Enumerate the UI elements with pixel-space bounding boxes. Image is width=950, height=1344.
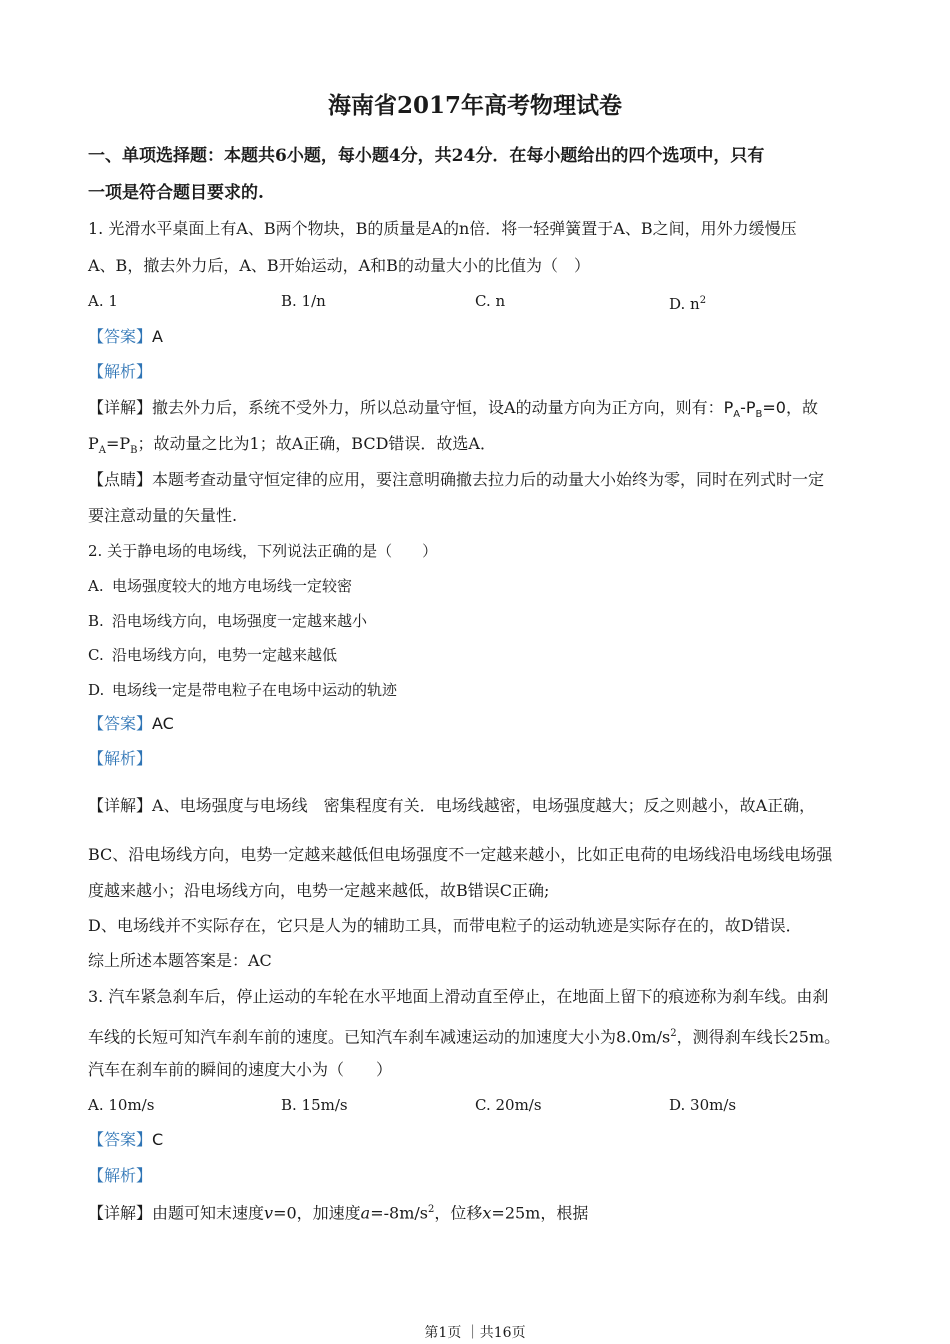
- q3-stem-line-3: 汽车在刹车前的瞬间的速度大小为（ ）: [88, 1060, 393, 1079]
- q1-comment-text-1: 本题考查动量守恒定律的应用，要注意明确撤去拉力后的动量大小始终为零，同时在列式时一定: [152, 470, 825, 489]
- q2-detail-line-4: D、电场线并不实际存在，它只是人为的辅助工具，而带电粒子的运动轨迹是实际存在的，故D错误．: [88, 916, 802, 935]
- q1-detail-line-1: [88, 398, 818, 425]
- detail-tag: 【详解】: [88, 796, 153, 815]
- q1-formula-2-pa: P: [88, 434, 99, 453]
- q1-detail-text-2: ；故动量之比为1；故A正确，BCD错误．故选A．: [137, 434, 496, 453]
- q3-detail-e: =25m，根据: [491, 1203, 589, 1223]
- q2-detail-line-3: 度越来越小；沿电场线方向，电势一定越来越低，故B错误C正确;: [88, 881, 550, 900]
- q3-stem-sup: 2: [670, 1028, 677, 1039]
- q2-summary: 综上所述本题答案是：AC: [88, 951, 272, 970]
- q1-option-d-text: D. n: [669, 295, 700, 313]
- q3-detail-sup: 2: [427, 1204, 435, 1215]
- q2-option-a-text: 电场强度较大的地方电场线一定较密: [112, 577, 353, 595]
- q1-formula-1-pa-sub: A: [733, 409, 741, 421]
- q1-formula-1-pb: -P: [740, 398, 756, 417]
- q3-detail-d: ，位移: [434, 1203, 483, 1223]
- q2-detail-line-1: [88, 796, 815, 816]
- q1-option-b: B. 1/n: [281, 292, 326, 310]
- q1-formula-1: [723, 398, 818, 421]
- q3-detail-acc: a: [360, 1203, 371, 1223]
- q2-option-c-letter: C.: [88, 646, 104, 664]
- q3-detail-line-1: [88, 1200, 588, 1223]
- q3-stem-text-2a: 车线的长短可知汽车刹车前的速度。已知汽车刹车减速运动的加速度大小为8.0m/s: [88, 1027, 671, 1047]
- q2-option-d: [88, 680, 397, 700]
- q2-option-a-letter: A.: [88, 577, 104, 595]
- q3-analysis-tag: 【解析】: [88, 1166, 153, 1185]
- q3-stem-line-2: [88, 1024, 840, 1047]
- q3-detail-x: x: [482, 1203, 492, 1223]
- q1-option-d: [669, 291, 706, 314]
- q1-answer-value: A: [152, 327, 163, 346]
- q3-detail-c: =-8m/s: [370, 1203, 428, 1223]
- page-title: 海南省2017年高考物理试卷: [327, 92, 622, 119]
- q2-option-b: [88, 611, 367, 631]
- q1-option-c: C. n: [475, 292, 506, 310]
- q1-stem-line-1: 1. 光滑水平桌面上有A、B两个物块，B的质量是A的n倍．将一轻弹簧置于A、B之间，用外力缓慢压: [88, 219, 797, 238]
- q2-option-b-text: 沿电场线方向，电场强度一定越来越小: [112, 612, 368, 630]
- q2-option-c-text: 沿电场线方向，电势一定越来越低: [112, 646, 338, 664]
- q1-detail-line-2: [88, 434, 496, 461]
- q2-detail-text-1: A、电场强度与电场线 密集程度有关．电场线越密，电场强度越大；反之则越小，故A正确，: [152, 796, 816, 815]
- section-heading-line-2: 一项是符合题目要求的.: [88, 183, 264, 203]
- detail-tag: 【详解】: [88, 398, 153, 417]
- q1-answer: [88, 327, 163, 347]
- q2-option-c: [88, 645, 337, 665]
- q1-formula-1-pb-sub: B: [755, 409, 763, 421]
- q1-stem-line-2: A、B，撤去外力后，A、B开始运动，A和B的动量大小的比值为（ ）: [88, 256, 590, 275]
- page-footer: 第1页 ｜共16页: [424, 1325, 526, 1341]
- q1-option-d-sup: 2: [699, 295, 707, 306]
- comment-tag: 【点睛】: [88, 470, 153, 489]
- answer-tag: 【答案】: [88, 327, 153, 346]
- q3-detail-b: =0，加速度: [273, 1203, 361, 1223]
- q3-option-b: B. 15m/s: [281, 1096, 348, 1114]
- detail-tag: 【详解】: [88, 1203, 153, 1223]
- q2-detail-line-2: BC、沿电场线方向，电势一定越来越低但电场强度不一定越来越小，比如正电荷的电场线沿电场线电场强: [88, 845, 833, 864]
- q2-option-d-letter: D.: [88, 681, 105, 699]
- q2-answer-value: AC: [152, 714, 174, 733]
- q2-analysis-tag: 【解析】: [88, 749, 153, 768]
- q1-detail-text-1: 撤去外力后，系统不受外力，所以总动量守恒，设A的动量方向为正方向，则有：: [152, 398, 724, 417]
- q2-option-d-text: 电场线一定是带电粒子在电场中运动的轨迹: [112, 681, 398, 699]
- answer-tag: 【答案】: [88, 1130, 153, 1149]
- q1-formula-1-pa: P: [723, 398, 734, 417]
- q3-detail-a: 由题可知末速度: [152, 1203, 265, 1223]
- q1-formula-2-pb-sub: B: [130, 445, 138, 457]
- q3-detail-v: v: [264, 1203, 274, 1223]
- q3-option-d: D. 30m/s: [669, 1096, 737, 1114]
- q1-formula-1-end: =0，故: [762, 398, 818, 417]
- q3-option-c: C. 20m/s: [475, 1096, 542, 1114]
- q1-formula-2-pa-sub: A: [98, 445, 106, 457]
- q3-answer: [88, 1130, 163, 1150]
- section-heading-line-1: 一、单项选择题：本题共6小题，每小题4分，共24分．在每小题给出的四个选项中，只有: [88, 146, 765, 166]
- q1-option-a: A. 1: [88, 292, 118, 310]
- q3-answer-value: C: [152, 1130, 164, 1149]
- q3-stem-text-2b: ，测得刹车线长25m。: [676, 1027, 841, 1047]
- q1-comment-line-2: 要注意动量的矢量性.: [88, 506, 238, 525]
- q2-answer: [88, 714, 174, 734]
- q3-option-a: A. 10m/s: [88, 1096, 155, 1114]
- q2-option-a: [88, 576, 352, 596]
- answer-tag: 【答案】: [88, 714, 153, 733]
- q2-stem: 2. 关于静电场的电场线，下列说法正确的是（ ）: [88, 542, 438, 560]
- q3-stem-line-1: 3. 汽车紧急刹车后，停止运动的车轮在水平地面上滑动直至停止，在地面上留下的痕迹称为刹车线。由刹: [88, 987, 829, 1006]
- q1-comment-line-1: [88, 470, 824, 490]
- q2-option-b-letter: B.: [88, 612, 104, 630]
- q1-formula-2-pb: =P: [106, 434, 131, 453]
- q1-analysis-tag: 【解析】: [88, 362, 153, 381]
